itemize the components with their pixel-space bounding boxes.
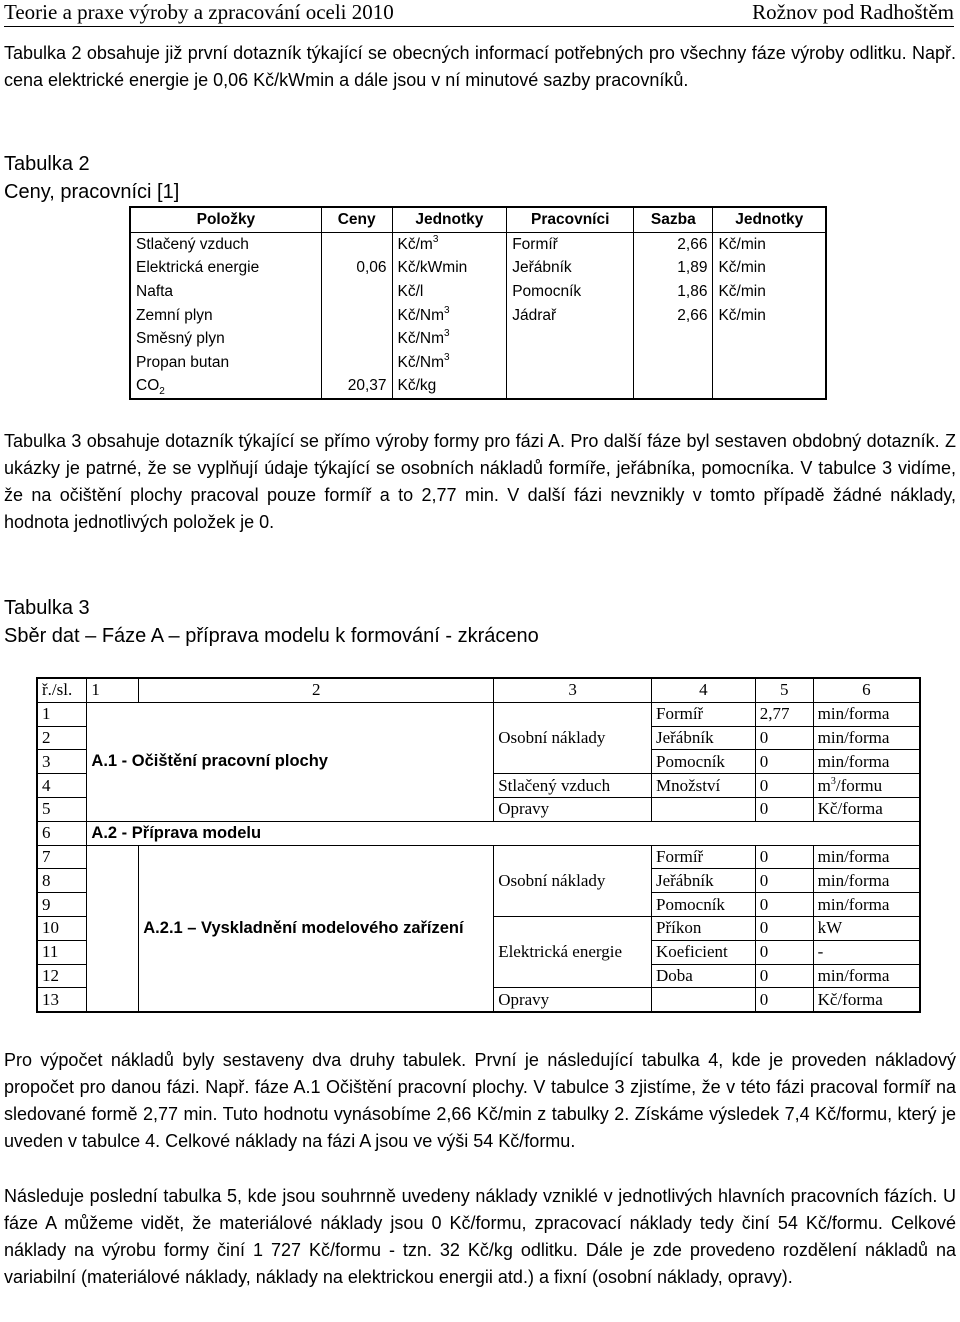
cell — [321, 327, 392, 351]
table-prices-workers — [129, 206, 827, 400]
row-number: 10 — [37, 916, 87, 940]
cell — [321, 233, 392, 257]
cell — [507, 327, 634, 351]
row-number: 11 — [37, 940, 87, 964]
column-header: ř./sl. — [37, 678, 87, 702]
row-number: 8 — [37, 869, 87, 893]
cell: Kč/kg — [392, 375, 507, 400]
table-row — [130, 351, 826, 375]
table-header-row — [37, 678, 920, 702]
phase-a2-label: A.2 - Příprava modelu — [87, 821, 494, 845]
cell: Množství — [651, 774, 755, 798]
cell — [813, 821, 920, 845]
subscript: 2 — [159, 386, 165, 398]
row-number: 9 — [37, 893, 87, 917]
cell-category: Elektrická energie — [494, 940, 652, 964]
column-header: Ceny — [321, 207, 392, 233]
cell: Zemní plyn — [130, 304, 321, 328]
cell-category: Stlačený vzduch — [494, 774, 652, 798]
table-row — [130, 375, 826, 400]
cell — [755, 821, 813, 845]
unit-text: Kč/m — [397, 235, 433, 253]
cell — [813, 774, 920, 798]
table3-caption-title: Sběr dat – Fáze A – příprava modelu k formování - zkráceno — [4, 625, 539, 647]
cell: 0 — [755, 845, 813, 869]
table-row — [130, 233, 826, 257]
column-header: 5 — [755, 678, 813, 702]
cell: min/forma — [813, 893, 920, 917]
superscript: 3 — [432, 233, 439, 245]
cell — [634, 327, 713, 351]
unit-text: Kč/Nm — [397, 306, 445, 324]
cell: 20,37 — [321, 375, 392, 400]
column-header: Jednotky — [392, 207, 507, 233]
table-row — [130, 327, 826, 351]
column-header: Položky — [130, 207, 321, 233]
cell — [634, 351, 713, 375]
cell — [494, 750, 652, 774]
cell — [713, 327, 826, 351]
cell — [392, 304, 507, 328]
cell: 2,66 — [634, 304, 713, 328]
cell: Koeficient — [651, 940, 755, 964]
superscript: 3 — [830, 775, 836, 787]
cell: - — [813, 940, 920, 964]
unit-tail: /formu — [835, 775, 883, 795]
cell: 0 — [755, 726, 813, 750]
column-header: Jednotky — [713, 207, 826, 233]
cell: Směsný plyn — [130, 327, 321, 351]
cell: Kč/l — [392, 280, 507, 304]
cell: Kč/kWmin — [392, 257, 507, 281]
table-row — [130, 280, 826, 304]
row-number: 3 — [37, 750, 87, 774]
cell: 2,77 — [755, 702, 813, 726]
cell: Kč/min — [713, 257, 826, 281]
cell: 0 — [755, 797, 813, 821]
table-row — [37, 821, 920, 845]
cell — [130, 375, 321, 400]
superscript: 3 — [444, 328, 450, 340]
cell: Pomocník — [507, 280, 634, 304]
cell: Příkon — [651, 916, 755, 940]
cell: 0 — [755, 940, 813, 964]
cell: min/forma — [813, 726, 920, 750]
cell: min/forma — [813, 845, 920, 869]
cell: min/forma — [813, 702, 920, 726]
cell: kW — [813, 916, 920, 940]
cell-category: Opravy — [494, 797, 652, 821]
cell — [494, 702, 652, 726]
table-row — [37, 702, 920, 726]
unit-text: Kč/Nm — [397, 353, 445, 371]
table3-caption-number: Tabulka 3 — [4, 597, 90, 619]
superscript: 3 — [444, 304, 450, 316]
cell: Jeřábník — [651, 726, 755, 750]
cell: 0 — [755, 893, 813, 917]
column-header: 1 — [87, 678, 139, 702]
cell-category: Osobní náklady — [494, 869, 652, 893]
table-header-row — [130, 207, 826, 233]
paragraph-summary: Následuje poslední tabulka 5, kde jsou souhrnně uvedeny náklady vzniklé v jednotlivých hlavních pracovních fázích. U fáze A můžeme vidět, že materiálové náklady jsou 0 Kč/formu, zpracovací náklady tedy činí 54 Kč/formu. Celkové náklady na výrobu formy činí 1 727 Kč/formu - tzn. 32 Kč/kg odlitku. Dále je zde provedeno rozdělení nákladů na variabilní (materiálové náklady, náklady na elektrickou energii atd.) a fixní (osobní náklady, opravy). — [4, 1186, 956, 1287]
row-number: 6 — [37, 821, 87, 845]
cell: 0 — [755, 774, 813, 798]
cell: min/forma — [813, 869, 920, 893]
cell: 2,66 — [634, 233, 713, 257]
cell — [713, 375, 826, 400]
row-number: 12 — [37, 964, 87, 988]
cell: 0 — [755, 750, 813, 774]
paragraph-intro: Tabulka 2 obsahuje již první dotazník týkající se obecných informací potřebných pro všechny fáze výroby odlitku. Např. cena elektrické energie je 0,06 Kč/kWmin a dále jsou v ní minutové sazby pracovníků. — [4, 43, 956, 90]
paragraph-cost-calculation: Pro výpočet nákladů byly sestaveny dva druhy tabulek. První je následující tabulka 4, kde je proveden nákladový propočet pro danou fázi. Např. fáze A.1 Očištění pracovní plochy. V tabulce 3 zjistíme, že v této fázi pracoval formíř na sledované formě 2,77 min. Tuto hodnotu vynásobíme 2,66 Kč/min z tabulky 2. Získáme výsledek 7,4 Kč/formu, který je uveden v tabulce 4. Celkové náklady na fázi A jsou ve výši 54 Kč/formu. — [4, 1050, 956, 1151]
formula-text: CO — [136, 377, 160, 395]
table-data-collection — [36, 677, 921, 1013]
cell — [494, 821, 652, 845]
cell: 1,86 — [634, 280, 713, 304]
cell — [321, 351, 392, 375]
row-number: 2 — [37, 726, 87, 750]
cell: min/forma — [813, 750, 920, 774]
cell: Pomocník — [651, 750, 755, 774]
column-header: 4 — [651, 678, 755, 702]
column-header: 2 — [139, 678, 494, 702]
cell — [392, 327, 507, 351]
cell-category: Osobní náklady — [494, 726, 652, 750]
cell — [321, 280, 392, 304]
phase-a1-label: A.1 - Očištění pracovní plochy — [87, 702, 494, 821]
cell: Propan butan — [130, 351, 321, 375]
row-number: 5 — [37, 797, 87, 821]
cell: Kč/forma — [813, 797, 920, 821]
unit-text: Kč/Nm — [397, 330, 445, 348]
cell: Formíř — [651, 702, 755, 726]
running-header — [4, 0, 954, 27]
table2-caption-title: Ceny, pracovníci [1] — [4, 181, 180, 203]
cell: Nafta — [130, 280, 321, 304]
table-row — [130, 304, 826, 328]
superscript: 3 — [444, 351, 450, 363]
cell: Kč/forma — [813, 988, 920, 1012]
row-number: 13 — [37, 988, 87, 1012]
cell — [494, 845, 652, 869]
cell: Doba — [651, 964, 755, 988]
row-number: 4 — [37, 774, 87, 798]
header-location: Rožnov pod Radhoštěm — [752, 0, 954, 24]
cell: Formíř — [507, 233, 634, 257]
cell: Jeřábník — [651, 869, 755, 893]
cell: min/forma — [813, 964, 920, 988]
cell: Elektrická energie — [130, 257, 321, 281]
cell: 0 — [755, 869, 813, 893]
phase-a21-label: A.2.1 – Vyskladnění modelového zařízení — [139, 845, 494, 1012]
column-header: 3 — [494, 678, 652, 702]
cell: Kč/min — [713, 233, 826, 257]
cell: 0 — [755, 964, 813, 988]
cell: Jeřábník — [507, 257, 634, 281]
cell — [651, 988, 755, 1012]
cell: Kč/min — [713, 280, 826, 304]
paragraph-table3-intro: Tabulka 3 obsahuje dotazník týkající se přímo výroby formy pro fázi A. Pro další fáze byl sestaven obdobný dotazník. Z ukázky je patrné, že se vyplňují údaje týkající se osobních nákladů formíře, jeřábníka, pomocníka. V tabulce 3 vidíme, že na očištění plochy pracoval pouze formíř a to 2,77 min. V další fázi nevznikly v tomto případě žádné náklady, hodnota jednotlivých položek je 0. — [4, 431, 956, 532]
cell — [392, 233, 507, 257]
cell: 0 — [755, 916, 813, 940]
cell — [392, 351, 507, 375]
cell: 0,06 — [321, 257, 392, 281]
cell: Jádrař — [507, 304, 634, 328]
table2-caption-number: Tabulka 2 — [4, 153, 90, 175]
cell: Pomocník — [651, 893, 755, 917]
cell — [634, 375, 713, 400]
cell: Stlačený vzduch — [130, 233, 321, 257]
table-row — [37, 845, 920, 869]
table-row — [130, 257, 826, 281]
cell: Kč/min — [713, 304, 826, 328]
cell-category: Opravy — [494, 988, 652, 1012]
cell: 1,89 — [634, 257, 713, 281]
cell: 0 — [755, 988, 813, 1012]
row-number: 1 — [37, 702, 87, 726]
cell — [651, 797, 755, 821]
row-number: 7 — [37, 845, 87, 869]
header-title: Teorie a praxe výroby a zpracování oceli 2010 — [4, 0, 394, 24]
column-header: 6 — [813, 678, 920, 702]
cell — [321, 304, 392, 328]
cell — [507, 375, 634, 400]
cell — [651, 821, 755, 845]
cell — [713, 351, 826, 375]
cell: Formíř — [651, 845, 755, 869]
cell — [494, 916, 652, 940]
cell — [507, 351, 634, 375]
cell — [494, 893, 652, 917]
cell — [494, 964, 652, 988]
column-header: Pracovníci — [507, 207, 634, 233]
column-header: Sazba — [634, 207, 713, 233]
unit-text: m — [817, 775, 831, 795]
cell-spacer — [87, 845, 139, 1012]
